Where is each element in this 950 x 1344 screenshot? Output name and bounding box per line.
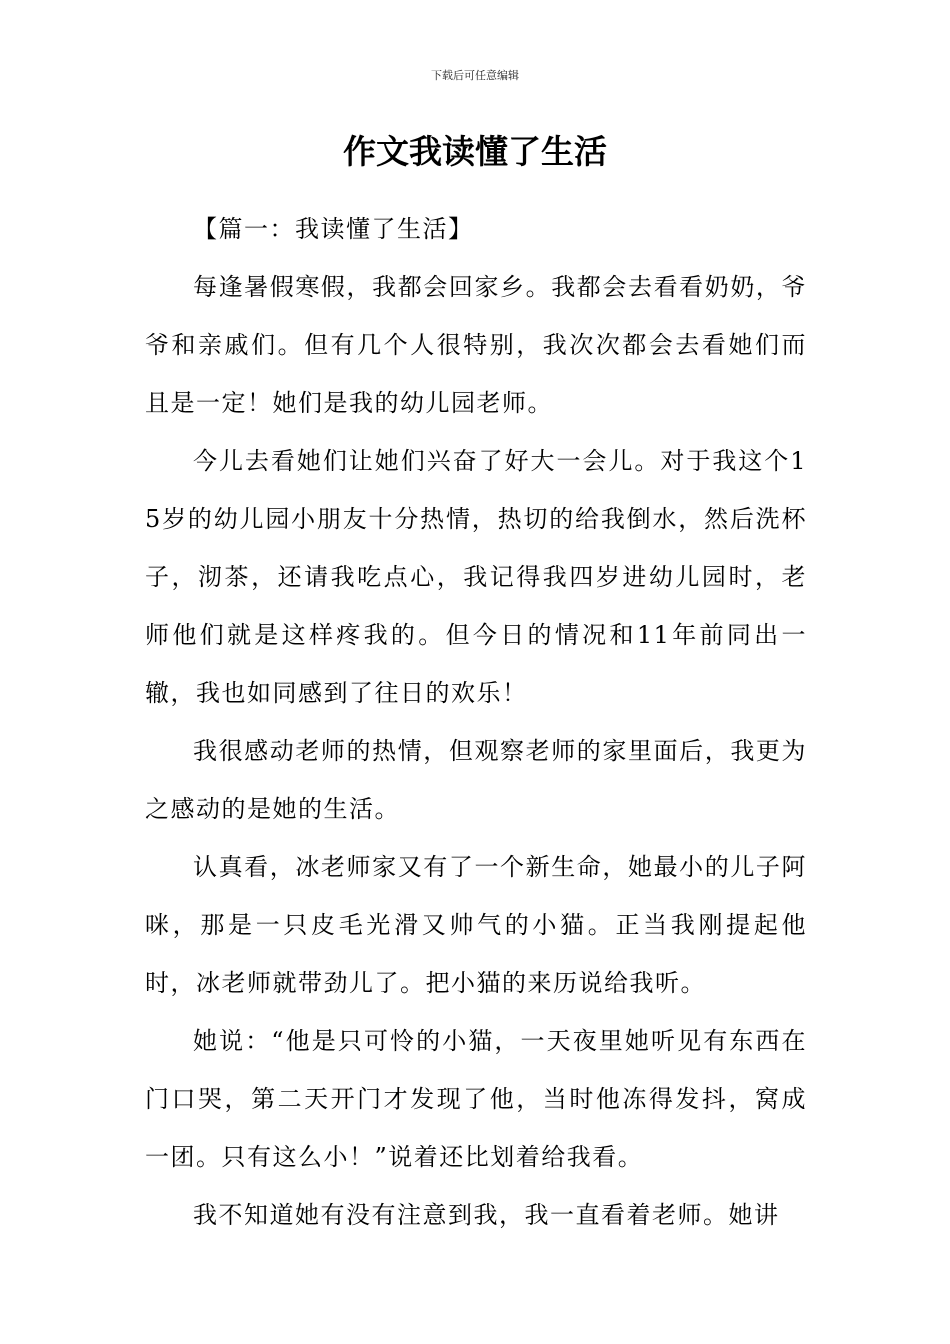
header-note: 下载后可任意编辑 — [431, 69, 519, 82]
document-title: 作文我读懂了生活 — [343, 132, 607, 171]
paragraph: 我很感动老师的热情，但观察老师的家里面后，我更为之感动的是她的生活。 — [145, 737, 807, 823]
section-heading: 【篇一：我读懂了生活】 — [193, 215, 474, 243]
paragraph: 每逢暑假寒假，我都会回家乡。我都会去看看奶奶，爷爷和亲戚们。但有几个人很特别，我次次都会去看她们而且是一定！她们是我的幼儿园老师。 — [145, 273, 807, 417]
document-body — [145, 200, 807, 1244]
paragraph: 认真看，冰老师家又有了一个新生命，她最小的儿子阿咪，那是一只皮毛光滑又帅气的小猫。正当我刚提起他时，冰老师就带劲儿了。把小猫的来历说给我听。 — [145, 853, 807, 997]
paragraph: 我不知道她有没有注意到我，我一直看着老师。她讲 — [193, 1201, 780, 1229]
paragraph: 今儿去看她们让她们兴奋了好大一会儿。对于我这个15岁的幼儿园小朋友十分热情，热切的给我倒水，然后洗杯子，沏茶，还请我吃点心，我记得我四岁进幼儿园时，老师他们就是这样疼我的。但今日的情况和11年前同出一辙，我也如同感到了往日的欢乐！ — [145, 447, 807, 707]
paragraph: 她说：“他是只可怜的小猫，一天夜里她听见有东西在门口哭，第二天开门才发现了他，当时他冻得发抖，窝成一团。只有这么小！”说着还比划着给我看。 — [145, 1027, 807, 1171]
